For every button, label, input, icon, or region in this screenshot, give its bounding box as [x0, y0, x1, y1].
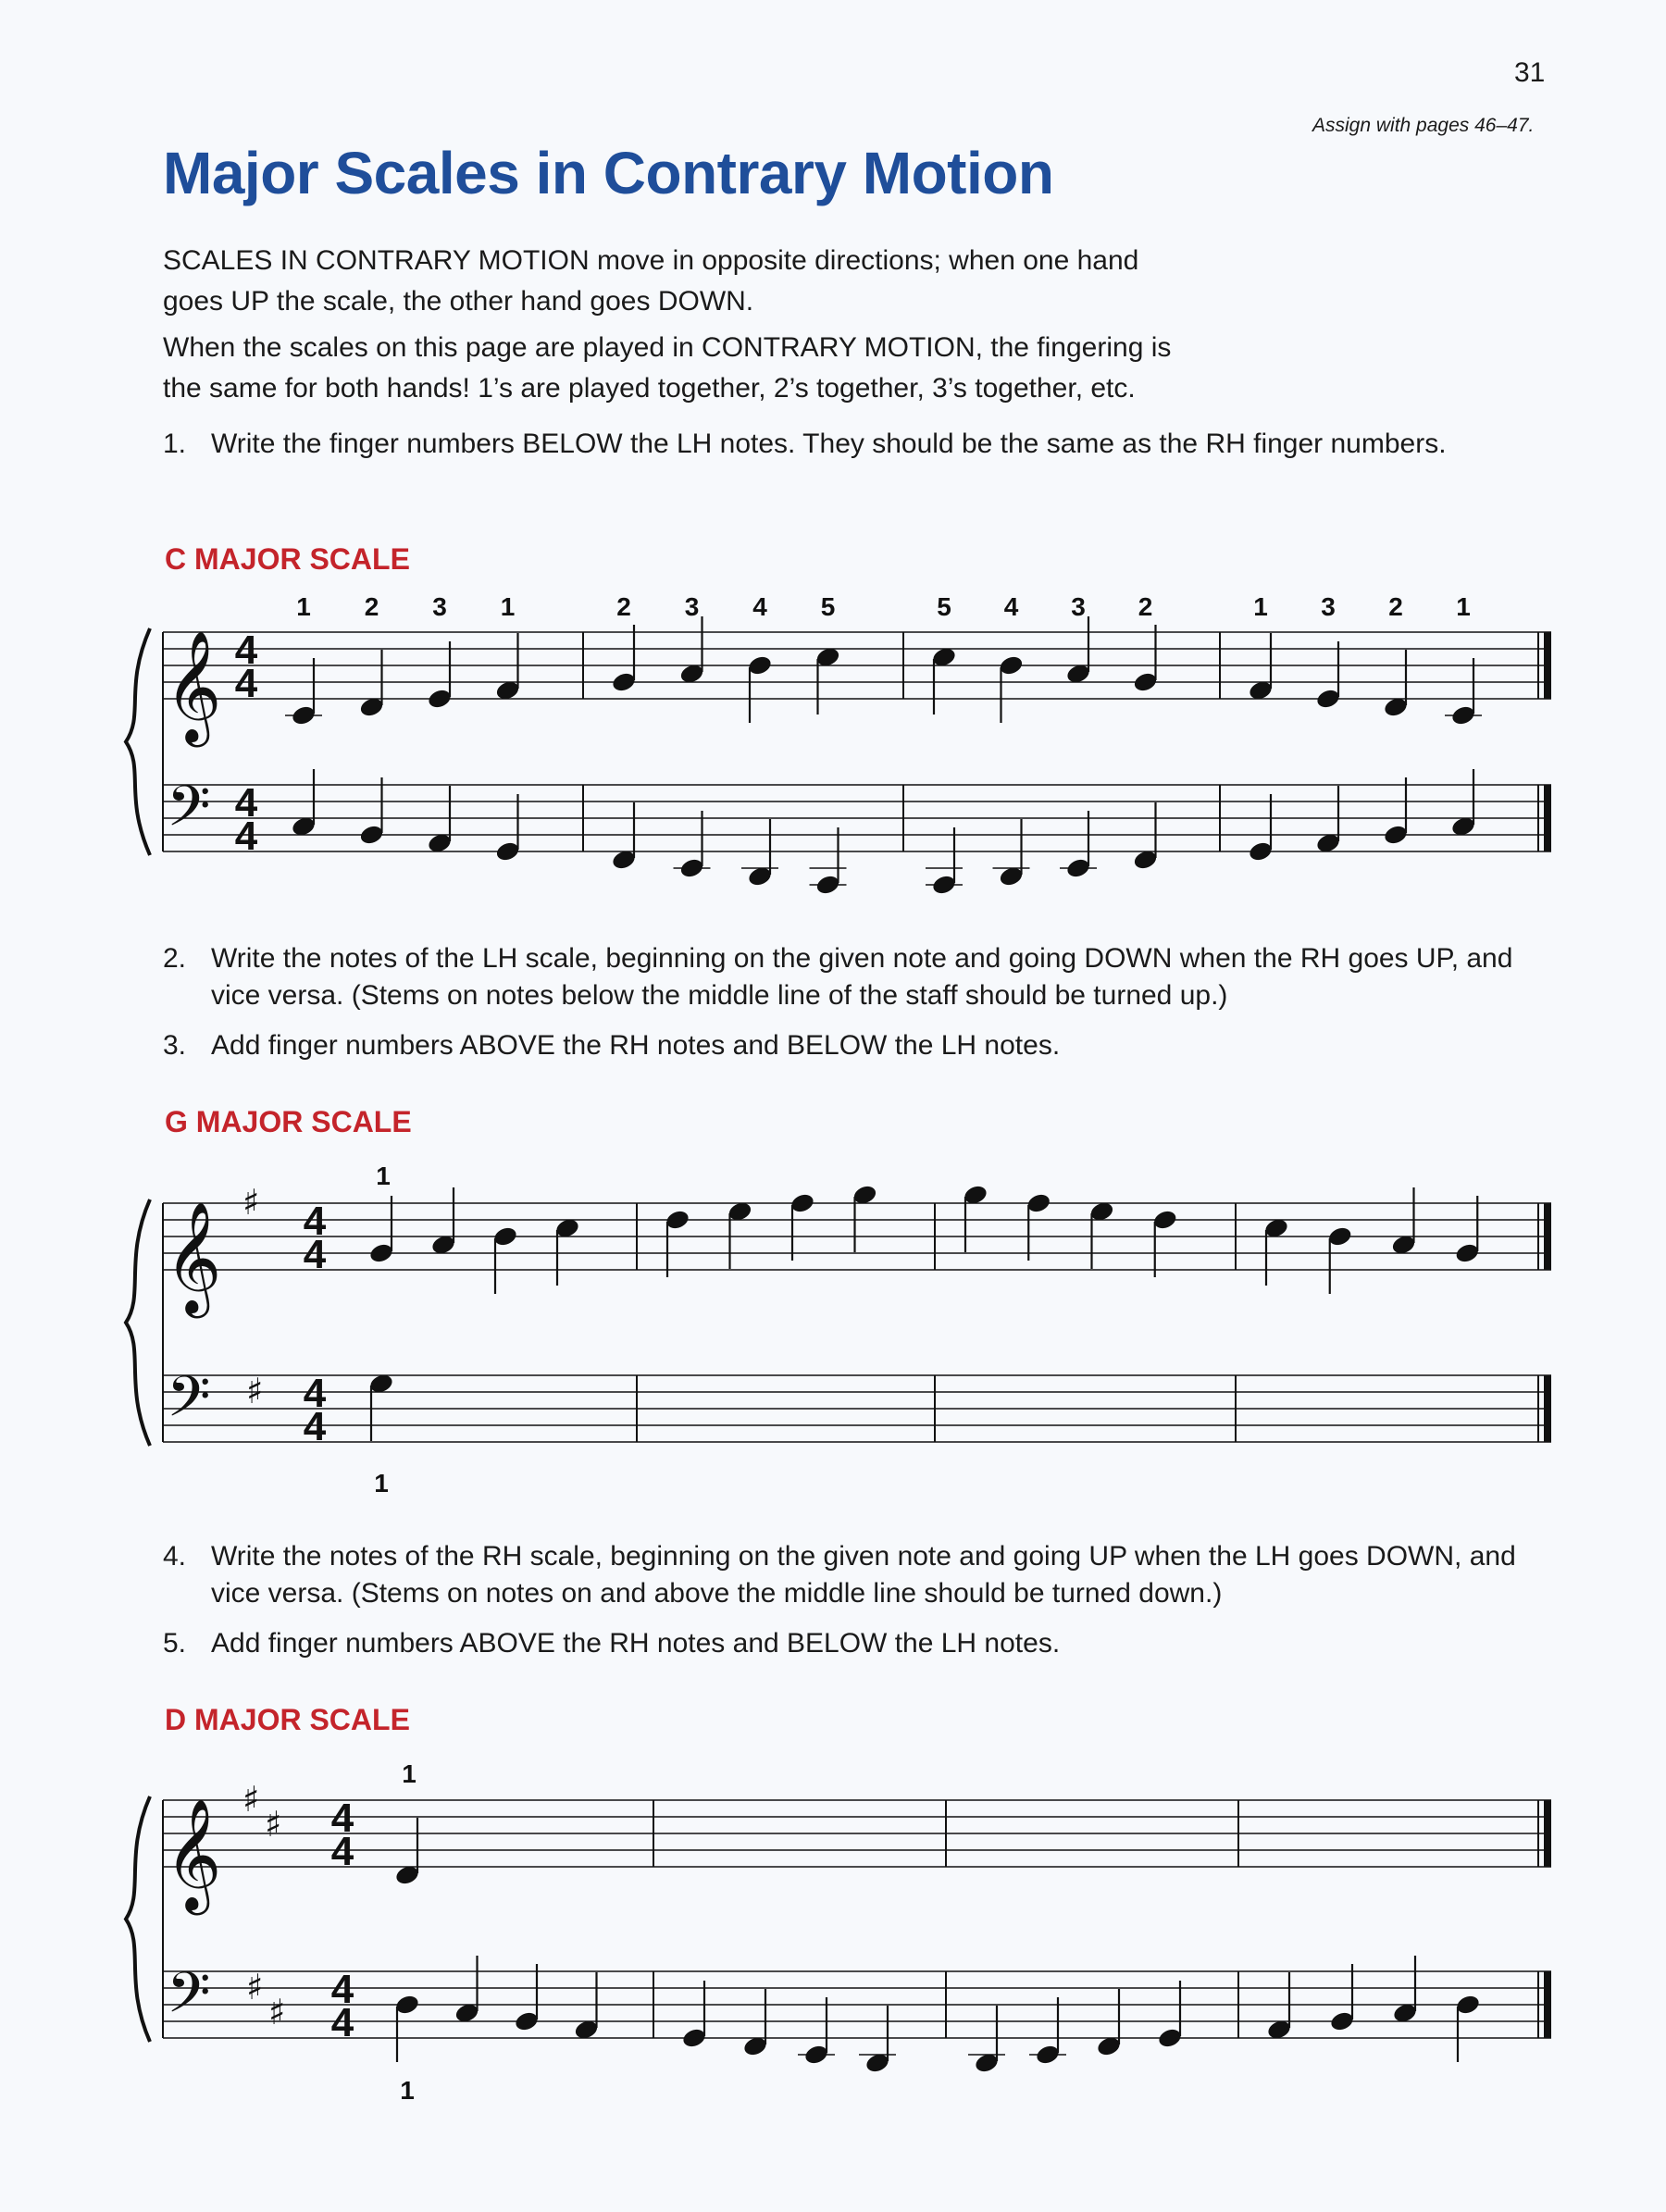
rh-finger-number: 1	[500, 592, 516, 621]
treble-clef-icon: 𝄞	[165, 1797, 222, 1910]
step-number: 4.	[163, 1541, 187, 1572]
rh-finger-number: 3	[1071, 592, 1086, 621]
key-signature-sharp-icon: ♯	[242, 1779, 260, 1820]
key-signature-sharp-icon: ♯	[242, 1182, 260, 1223]
intro-paragraph-1	[163, 241, 1551, 322]
intro-paragraph-2	[163, 328, 1551, 409]
key-signature-sharp-icon: ♯	[268, 1992, 286, 2032]
time-signature-denominator: 4	[234, 814, 258, 859]
rh-finger-number: 3	[684, 592, 700, 621]
section-heading-d-major: D MAJOR SCALE	[165, 1703, 410, 1736]
time-signature-denominator: 4	[330, 2000, 354, 2045]
final-barline-thick	[1544, 1800, 1551, 1867]
bass-clef-icon: 𝄢	[167, 1960, 211, 2040]
rh-finger-number: 5	[820, 592, 836, 621]
step-number: 1.	[163, 429, 187, 459]
rh-finger-number: 2	[1388, 592, 1403, 621]
final-barline-thick	[1544, 1203, 1551, 1270]
instruction-step	[163, 426, 1570, 463]
step-text: Write the notes of the RH scale, beginning on the given note and going UP when the LH goes DOWN, and vice versa. (Stems on notes on and above the middle line should be turned down.)	[211, 1541, 1516, 1609]
step-text: Write the notes of the LH scale, beginning on the given note and going DOWN when the RH goes UP, and vice versa. (Stems on notes below the middle line of the staff should be turned up.)	[211, 943, 1513, 1011]
rh-finger-number: 4	[1003, 592, 1019, 621]
instruction-step	[163, 1625, 1570, 1662]
rh-finger-number: 1	[1253, 592, 1268, 621]
instruction-step	[163, 1027, 1570, 1064]
treble-clef-icon: 𝄞	[165, 629, 222, 742]
time-signature-numerator: 4	[234, 780, 258, 826]
time-signature-denominator: 4	[330, 1829, 354, 1874]
key-signature-sharp-icon: ♯	[246, 1967, 264, 2007]
final-barline-thick	[1544, 1971, 1551, 2038]
g-major-grand-staff	[0, 1148, 1666, 1509]
key-signature-sharp-icon: ♯	[246, 1371, 264, 1411]
time-signature-numerator: 4	[234, 628, 258, 673]
rh-finger-number: 2	[616, 592, 631, 621]
time-signature-denominator: 4	[234, 661, 258, 706]
step-number: 2.	[163, 943, 187, 974]
brace	[126, 628, 150, 855]
rh-finger-number: 1	[296, 592, 311, 621]
time-signature-numerator: 4	[330, 1967, 354, 2012]
lh-finger-number: 1	[400, 2076, 415, 2105]
rh-finger-number: 5	[937, 592, 951, 621]
brace	[126, 1199, 150, 1446]
intro-p1-line1: SCALES IN CONTRARY MOTION move in opposite directions; when one hand	[163, 245, 1139, 276]
final-barline-thick	[1544, 1375, 1551, 1442]
d-major-grand-staff	[0, 1746, 1666, 2106]
step-text: Add finger numbers ABOVE the RH notes and BELOW the LH notes.	[211, 1628, 1061, 1659]
c-major-grand-staff	[0, 574, 1666, 907]
time-signature-numerator: 4	[303, 1371, 327, 1416]
rh-finger-number: 4	[752, 592, 767, 621]
section-heading-g-major: G MAJOR SCALE	[165, 1105, 412, 1138]
key-signature-sharp-icon: ♯	[265, 1804, 282, 1845]
step-number: 5.	[163, 1628, 187, 1659]
final-barline-thick	[1544, 785, 1551, 851]
time-signature-denominator: 4	[303, 1404, 327, 1449]
instruction-step	[163, 1538, 1570, 1612]
rh-finger-number: 1	[402, 1759, 416, 1788]
assign-note: Assign with pages 46–47.	[1312, 115, 1535, 136]
step-text: Write the finger numbers BELOW the LH notes. They should be the same as the RH finger numbers.	[211, 429, 1447, 459]
treble-clef-icon: 𝄞	[165, 1200, 222, 1313]
page-title: Major Scales in Contrary Motion	[163, 140, 1054, 206]
rh-finger-number: 2	[364, 592, 379, 621]
rh-finger-number: 3	[432, 592, 447, 621]
intro-p2-line1: When the scales on this page are played in CONTRARY MOTION, the fingering is	[163, 332, 1172, 363]
bass-clef-icon: 𝄢	[167, 774, 211, 853]
bass-clef-icon: 𝄢	[167, 1364, 211, 1444]
rh-finger-number: 1	[1456, 592, 1471, 621]
step-number: 3.	[163, 1030, 187, 1061]
time-signature-numerator: 4	[303, 1199, 327, 1244]
step-text: Add finger numbers ABOVE the RH notes and BELOW the LH notes.	[211, 1030, 1061, 1061]
intro-p2-line2: the same for both hands! 1’s are played together, 2’s together, 3’s together, etc.	[163, 373, 1136, 404]
final-barline-thick	[1544, 632, 1551, 699]
rh-finger-number: 3	[1321, 592, 1336, 621]
rh-finger-number: 1	[376, 1162, 391, 1190]
rh-finger-number: 2	[1138, 592, 1153, 621]
time-signature-denominator: 4	[303, 1232, 327, 1277]
time-signature-numerator: 4	[330, 1796, 354, 1841]
page-number: 31	[1514, 57, 1546, 88]
section-heading-c-major: C MAJOR SCALE	[165, 542, 410, 576]
brace	[126, 1796, 150, 2042]
intro-p1-line2: goes UP the scale, the other hand goes DOWN.	[163, 286, 754, 317]
lh-finger-number: 1	[374, 1469, 389, 1497]
instruction-step	[163, 940, 1570, 1014]
